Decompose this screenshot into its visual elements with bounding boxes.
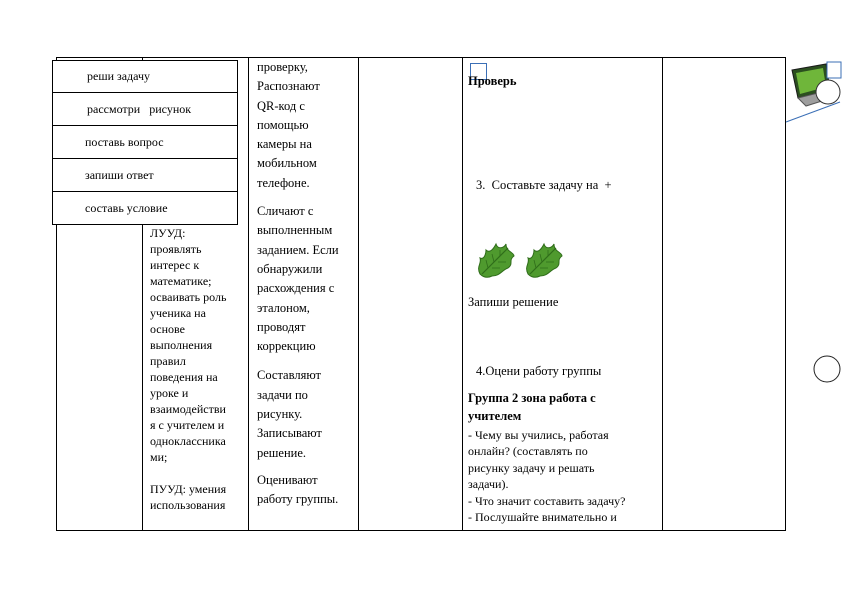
table-col-line — [662, 57, 663, 531]
text-line: Сличают с — [257, 204, 314, 219]
text-line: коррекцию — [257, 339, 316, 354]
laptop-illustration — [782, 56, 842, 126]
step-box — [52, 60, 238, 93]
text-line: эталоном, — [257, 300, 310, 315]
text-line: математике; — [150, 274, 212, 288]
text-line: камеры на — [257, 137, 312, 152]
text-line: уроке и — [150, 386, 189, 400]
text-line: задачи). — [468, 477, 509, 492]
text-line: расхождения с — [257, 281, 335, 296]
table-col-line — [358, 57, 359, 531]
text-line: ми; — [150, 450, 168, 464]
text-line: проявлять — [150, 242, 202, 256]
step-label: запиши ответ — [85, 167, 154, 182]
text-line: рисунку. — [257, 407, 303, 422]
table-col-line — [785, 57, 786, 531]
rotate-handle-icon — [816, 80, 840, 104]
text-line: помощью — [257, 117, 309, 132]
step-box — [52, 192, 238, 225]
step-label: поставь вопрос — [85, 134, 164, 149]
table-top-border — [56, 57, 786, 58]
step-box — [52, 93, 238, 126]
oak-leaf-icon — [527, 244, 562, 277]
solution-text: Запиши решение — [468, 295, 559, 309]
text-line: ученика на — [150, 306, 206, 320]
task3-text: 3. Составьте задачу на + — [476, 178, 612, 192]
text-line: задачи по — [257, 387, 308, 402]
table-col-line — [248, 57, 249, 531]
col3-text — [257, 58, 357, 510]
text-line: онлайн? (составлять по — [468, 444, 588, 459]
connector-line — [786, 102, 840, 122]
circle-handle-icon — [814, 356, 840, 382]
task-steps-list — [52, 60, 238, 225]
text-line: решение. — [257, 445, 307, 460]
text-line: ЛУУД: — [150, 226, 186, 240]
task4-text: 4.Оцени работу группы — [476, 364, 602, 378]
text-line: QR-код с — [257, 98, 305, 113]
text-line: - Что значит составить задачу? — [468, 493, 626, 508]
text-line: телефоне. — [257, 175, 310, 190]
text-line: правил — [150, 354, 186, 368]
text-line: выполненным — [257, 223, 333, 238]
text-line: основе — [150, 322, 185, 336]
oak-leaf-icon — [479, 244, 514, 277]
text-line: выполнения — [150, 338, 213, 352]
text-line: Оценивают — [257, 472, 318, 487]
text-line: взаимодействи — [150, 402, 226, 416]
check-heading: Проверь — [468, 74, 517, 88]
text-line: использования — [150, 498, 226, 512]
text-line: я с учителем и — [150, 418, 225, 432]
text-line: интерес к — [150, 258, 200, 272]
step-label: составь условие — [85, 200, 168, 215]
step-label: реши задачу — [87, 69, 151, 83]
resize-handle-icon — [827, 62, 841, 78]
text-line: ПУУД: умения — [150, 482, 227, 496]
text-line: Распознают — [257, 79, 320, 94]
oak-leaves-illustration — [474, 234, 574, 282]
text-line: рисунку задачу и решать — [468, 460, 595, 475]
text-line: - Чему вы учились, работая — [468, 428, 609, 442]
col2-text — [150, 225, 246, 513]
text-line: осваивать роль — [150, 290, 227, 304]
text-line: проводят — [257, 319, 306, 334]
text-line: Группа 2 зона работа с — [468, 391, 596, 405]
text-line: - Послушайте внимательно и — [468, 510, 617, 525]
selection-handle[interactable] — [812, 354, 842, 384]
text-line: учителем — [468, 409, 522, 423]
text-line: заданием. Если — [257, 242, 339, 257]
text-line: работу группы. — [257, 492, 339, 507]
text-line: одноклассника — [150, 434, 226, 448]
step-box — [52, 126, 238, 159]
table-col-line — [462, 57, 463, 531]
step-label: рассмотри рисунок — [87, 101, 192, 116]
text-line: проверку, — [257, 60, 308, 74]
group2-questions — [468, 427, 662, 525]
step-box — [52, 159, 238, 192]
text-line: обнаружили — [257, 261, 323, 276]
group2-heading — [468, 389, 660, 425]
text-line: Составляют — [257, 368, 321, 383]
text-line: Записывают — [257, 426, 322, 441]
text-line: мобильном — [257, 156, 317, 171]
text-line: поведения на — [150, 370, 218, 384]
table-bottom-border — [56, 530, 786, 531]
